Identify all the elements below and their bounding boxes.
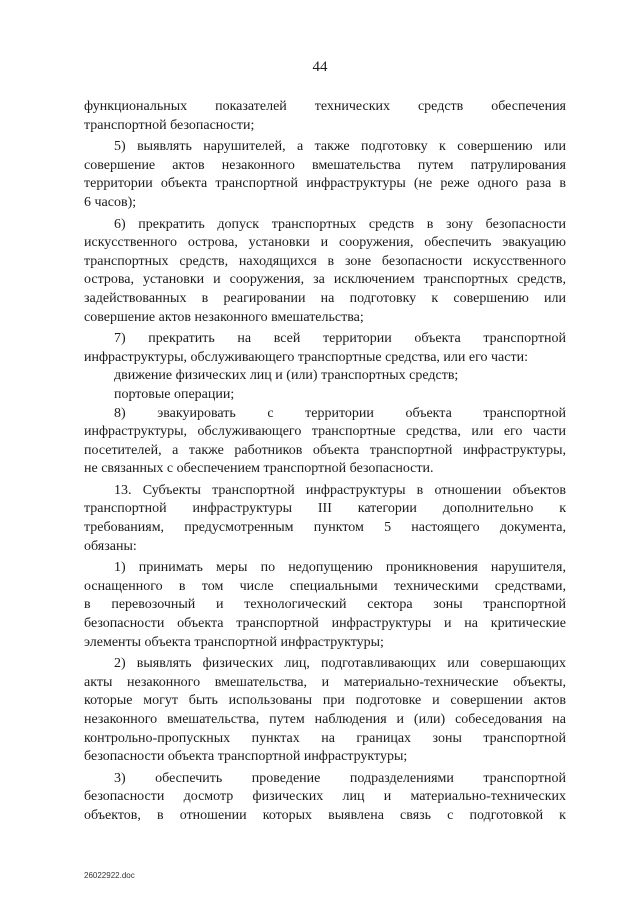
- text-line: безопасности объекта транспортной инфраструктуры и на критические: [84, 616, 566, 632]
- text-line: контрольно-пропускных пунктах на границах зоны транспортной: [84, 730, 566, 746]
- text-line: инфраструктуры, обслуживающего транспортные средства, или его части: [84, 424, 566, 440]
- text-line: портовые операции;: [114, 386, 235, 402]
- text-line: безопасности объекта транспортной инфраструктуры;: [84, 749, 408, 765]
- text-line: 13. Субъекты транспортной инфраструктуры в отношении объектов: [114, 482, 566, 498]
- text-line: 7) прекратить на всей территории объекта транспортной: [114, 331, 566, 347]
- text-line: обязаны:: [84, 538, 137, 554]
- text-line: безопасности досмотр физических лиц и материально-технических: [84, 789, 566, 805]
- document-file-code: 26022922.doc: [84, 871, 135, 880]
- page-number: 44: [312, 59, 328, 75]
- text-line: совершение актов незаконного вмешательства;: [84, 309, 364, 325]
- text-line: функциональных показателей технических средств обеспечения: [84, 99, 566, 114]
- text-line: требованиям, предусмотренным пунктом 5 настоящего документа,: [84, 520, 566, 536]
- text-line: искусственного острова, установки и сооружения, обеспечить эвакуацию: [84, 235, 566, 251]
- text-line: оснащенного в том числе специальными техническими средствами,: [84, 578, 566, 594]
- text-line: 6) прекратить допуск транспортных средств в зону безопасности: [114, 216, 566, 232]
- text-line: посетителей, а также работников объекта транспортной инфраструктуры,: [84, 442, 566, 458]
- text-line: 2) выявлять физических лиц, подготавливающих или совершающих: [114, 656, 566, 672]
- text-line: транспортной инфраструктуры III категории дополнительно к: [84, 501, 566, 517]
- text-line: 5) выявлять нарушителей, а также подготовку к совершению или: [114, 139, 566, 155]
- text-line: совершение актов незаконного вмешательства путем патрулирования: [84, 157, 566, 173]
- text-line: в перевозочный и технологический сектора зоны транспортной: [84, 597, 566, 613]
- text-line: 1) принимать меры по недопущению проникновения нарушителя,: [114, 560, 566, 576]
- text-line: транспортной безопасности;: [84, 117, 255, 133]
- text-line: задействованных в реагировании на подготовку к совершению или: [84, 290, 566, 306]
- text-line: движение физических лиц и (или) транспортных средств;: [114, 368, 459, 384]
- text-line: 6 часов);: [84, 194, 137, 210]
- text-line: инфраструктуры, обслуживающего транспортные средства, или его части:: [84, 349, 528, 365]
- text-line: незаконного вмешательства, путем наблюдения и (или) собеседования на: [84, 712, 566, 727]
- text-line: транспортных средств, находящихся в зоне безопасности искусственного: [84, 253, 566, 269]
- text-line: 8) эвакуировать с территории объекта транспортной: [114, 405, 566, 421]
- text-line: акты незаконного вмешательства, и материально-технические объекты,: [84, 674, 566, 690]
- text-line: острова, установки и сооружения, за исключением транспортных средств,: [84, 272, 566, 288]
- text-line: территории объекта транспортной инфраструктуры (не реже одного раза в: [84, 176, 566, 192]
- text-line: 3) обеспечить проведение подразделениями транспортной: [114, 770, 566, 786]
- document-body: [84, 98, 566, 826]
- text-line: объектов, в отношении которых выявлена связь с подготовкой к: [84, 807, 566, 823]
- text-line: которые могут быть использованы при подготовке и совершении актов: [84, 693, 566, 709]
- text-line: не связанных с обеспечением транспортной безопасности.: [84, 461, 434, 477]
- text-line: элементы объекта транспортной инфраструктуры;: [84, 634, 384, 650]
